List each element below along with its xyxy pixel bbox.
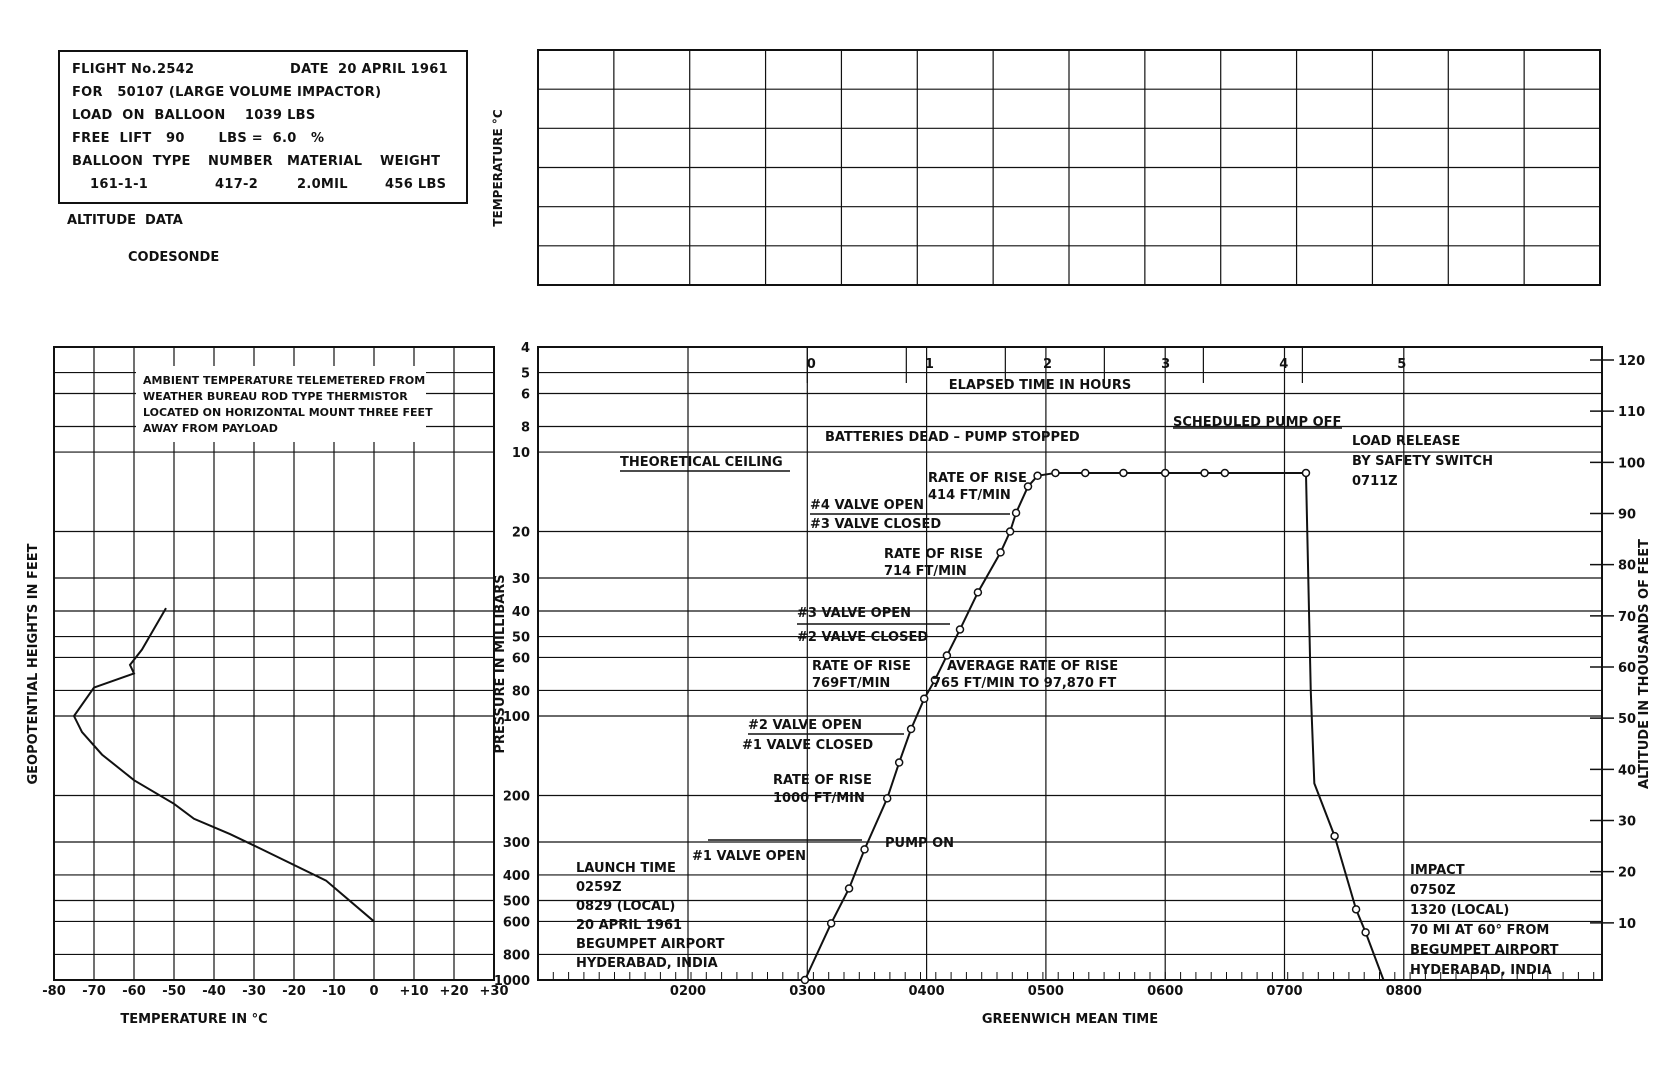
launch-info-line: 20 APRIL 1961 <box>576 918 683 933</box>
temperature-x-tick: +10 <box>399 984 429 999</box>
pump-on-label: PUMP ON <box>885 836 955 851</box>
valve2-closed-label: #2 VALVE CLOSED <box>797 630 929 645</box>
load-release-label: LOAD RELEASE <box>1352 434 1461 449</box>
altitude-tick-label: 40 <box>1618 763 1637 779</box>
flight-point <box>1221 469 1228 476</box>
elapsed-tick-label: 5 <box>1397 357 1407 372</box>
temperature-note: AMBIENT TEMPERATURE TELEMETERED FROM WEATHER BUREAU ROD TYPE THERMISTOR LOCATED ON HORIZONTAL MOUNT THREE FEET AWAY FROM PAYLOAD <box>143 374 433 435</box>
pressure-tick: 6 <box>520 387 530 403</box>
flight-point <box>801 977 808 984</box>
balloon-type-header: BALLOON TYPE <box>72 154 191 169</box>
date-label: DATE <box>290 62 329 77</box>
launch-info-line: BEGUMPET AIRPORT <box>576 937 725 952</box>
flight-point <box>1120 469 1127 476</box>
valve1-closed-label: #1 VALVE CLOSED <box>742 738 874 753</box>
pressure-tick: 60 <box>511 651 530 667</box>
flight-point <box>896 759 903 766</box>
valve3-closed-label: #3 VALVE CLOSED <box>810 517 942 532</box>
altitude-tick-label: 10 <box>1618 916 1637 932</box>
pressure-tick: 40 <box>511 604 530 620</box>
flight-point <box>908 726 915 733</box>
gmt-tick: 0200 <box>669 984 707 999</box>
pressure-tick: 5 <box>520 366 530 382</box>
flight-point <box>943 652 950 659</box>
altitude-tick-label: 80 <box>1618 558 1637 574</box>
balloon-type-value: 161-1-1 <box>90 177 149 192</box>
launch-info-line: 0259Z <box>576 880 622 895</box>
flight-point <box>1162 469 1169 476</box>
pressure-ylabel: PRESSURE IN MILLIBARS <box>493 574 508 754</box>
flight-point <box>1082 469 1089 476</box>
pressure-tick: 500 <box>502 894 530 910</box>
temperature-x-tick: -70 <box>82 984 106 999</box>
flight-date: 20 APRIL 1961 <box>338 62 448 77</box>
valve1-open-label: #1 VALVE OPEN <box>692 849 807 864</box>
gmt-tick: 0600 <box>1147 984 1184 999</box>
gmt-tick: 0700 <box>1266 984 1303 999</box>
flight-point <box>974 589 981 596</box>
pressure-tick: 10 <box>511 446 530 462</box>
temperature-x-tick: -80 <box>42 984 66 999</box>
flight-point <box>957 626 964 633</box>
gmt-tick: 0400 <box>908 984 945 999</box>
impact-info-line: BEGUMPET AIRPORT <box>1410 943 1559 958</box>
flight-point <box>884 795 891 802</box>
rate-769-label-b: 769FT/MIN <box>812 676 891 691</box>
balloon-number-header: NUMBER <box>208 154 273 169</box>
pressure-tick: 200 <box>502 789 530 805</box>
rate-714-label-a: RATE OF RISE <box>884 547 983 562</box>
flight-point <box>1201 469 1208 476</box>
pressure-tick: 80 <box>511 684 530 700</box>
pressure-tick: 800 <box>502 948 530 964</box>
rate-1000-label-b: 1000 FT/MIN <box>773 791 865 806</box>
flight-point <box>1007 528 1014 535</box>
avg-rate-label-a: AVERAGE RATE OF RISE <box>947 659 1119 674</box>
pump-off-label: SCHEDULED PUMP OFF <box>1173 415 1342 430</box>
rate-414-label-a: RATE OF RISE <box>928 471 1027 486</box>
flight-point <box>1052 469 1059 476</box>
flight-number: 2542 <box>157 62 195 77</box>
altitude-tick-label: 50 <box>1618 712 1637 728</box>
rate-1000-label-a: RATE OF RISE <box>773 773 872 788</box>
temperature-x-tick: -10 <box>322 984 346 999</box>
pressure-tick: 4 <box>520 341 530 356</box>
pressure-tick: 400 <box>502 868 530 884</box>
elapsed-tick-label: 3 <box>1161 357 1171 372</box>
pressure-tick: 1000 <box>493 974 530 989</box>
release-time-label: 0711Z <box>1352 474 1398 489</box>
impact-info-line: HYDERABAD, INDIA <box>1410 963 1552 978</box>
flight-point <box>1331 833 1338 840</box>
temperature-x-tick: -60 <box>122 984 146 999</box>
balloon-weight-value: 456 LBS <box>385 177 447 192</box>
elapsed-label: ELAPSED TIME IN HOURS <box>948 378 1132 393</box>
altitude-tick-label: 70 <box>1618 609 1637 625</box>
rate-714-label-b: 714 FT/MIN <box>884 564 967 579</box>
altitude-tick-label: 120 <box>1618 354 1646 369</box>
gmt-label: GREENWICH MEAN TIME <box>981 1012 1159 1027</box>
flight-point <box>1353 906 1360 913</box>
rate-769-label-a: RATE OF RISE <box>812 659 911 674</box>
pressure-tick: 50 <box>511 630 530 646</box>
flight-point <box>1034 472 1041 479</box>
flight-point <box>861 846 868 853</box>
pressure-tick: 30 <box>511 571 530 587</box>
temperature-x-tick: -30 <box>242 984 266 999</box>
balloon-material-header: MATERIAL <box>287 154 363 169</box>
elapsed-tick-label: 2 <box>1042 357 1053 372</box>
temperature-xlabel: TEMPERATURE IN °C <box>120 1012 268 1027</box>
flight-point <box>1362 929 1369 936</box>
elapsed-tick-label: 0 <box>806 357 816 372</box>
elapsed-tick-label: 4 <box>1279 357 1289 372</box>
flight-point <box>921 695 928 702</box>
gmt-tick: 0500 <box>1027 984 1064 999</box>
pressure-tick: 600 <box>502 915 530 931</box>
temperature-grid-ylabel: TEMPERATURE °C <box>491 109 505 227</box>
codesonde-label: CODESONDE <box>128 250 220 265</box>
altitude-tick-label: 100 <box>1618 456 1646 472</box>
temperature-x-tick: 0 <box>369 984 379 999</box>
flight-point <box>1013 509 1020 516</box>
free-lift-line: FREE LIFT 90 LBS = 6.0 % <box>72 131 325 146</box>
altitude-tick-label: 30 <box>1618 814 1637 830</box>
temperature-x-tick: +30 <box>479 984 509 999</box>
temperature-x-tick: +20 <box>439 984 469 999</box>
altitude-data-label: ALTITUDE DATA <box>67 213 183 228</box>
launch-info-line: HYDERABAD, INDIA <box>576 956 718 971</box>
load-line: LOAD ON BALLOON 1039 LBS <box>72 108 316 123</box>
pressure-tick: 100 <box>502 710 530 726</box>
temperature-x-tick: -50 <box>162 984 186 999</box>
impact-info-line: IMPACT <box>1410 863 1465 878</box>
flight-point <box>1302 469 1309 476</box>
altitude-tick-label: 60 <box>1618 661 1637 676</box>
gmt-tick: 0300 <box>789 984 826 999</box>
launch-info-line: 0829 (LOCAL) <box>576 899 676 914</box>
impact-info-line: 0750Z <box>1410 883 1456 898</box>
batteries-dead-label: BATTERIES DEAD – PUMP STOPPED <box>825 430 1080 445</box>
flight-number-label: FLIGHT No. <box>72 62 157 77</box>
flight-point <box>828 920 835 927</box>
flight-point <box>846 885 853 892</box>
flight-point <box>997 549 1004 556</box>
for-line: FOR 50107 (LARGE VOLUME IMPACTOR) <box>72 85 382 100</box>
balloon-number-value: 417-2 <box>215 177 259 192</box>
safety-switch-label: BY SAFETY SWITCH <box>1352 454 1493 469</box>
balloon-weight-header: WEIGHT <box>380 154 441 169</box>
launch-info-line: LAUNCH TIME <box>576 861 676 876</box>
pressure-tick: 300 <box>502 835 530 851</box>
tick-labels <box>26 109 1652 1027</box>
altitude-tick-label: 90 <box>1618 507 1637 523</box>
valve4-open-label: #4 VALVE OPEN <box>810 498 925 513</box>
pressure-tick: 20 <box>511 525 530 541</box>
temperature-x-tick: -20 <box>282 984 306 999</box>
series-layer <box>74 469 1384 983</box>
impact-info-line: 1320 (LOCAL) <box>1410 903 1510 918</box>
valve2-open-label: #2 VALVE OPEN <box>748 718 863 733</box>
valve3-open-label: #3 VALVE OPEN <box>797 606 912 621</box>
rate-414-label-b: 414 FT/MIN <box>928 488 1011 503</box>
altitude-tick-label: 20 <box>1618 865 1637 881</box>
altitude-tick-label: 110 <box>1618 405 1646 421</box>
pressure-tick: 8 <box>520 420 530 436</box>
temperature-x-tick: -40 <box>202 984 226 999</box>
gmt-tick: 0800 <box>1385 984 1422 999</box>
theoretical-ceiling-label: THEORETICAL CEILING <box>620 455 783 470</box>
balloon-material-value: 2.0MIL <box>297 177 348 192</box>
altitude-ylabel: ALTITUDE IN THOUSANDS OF FEET <box>1637 538 1652 790</box>
elapsed-tick-label: 1 <box>924 357 934 372</box>
impact-info-line: 70 MI AT 60° FROM <box>1410 923 1550 938</box>
temperature-ylabel: GEOPOTENTIAL HEIGHTS IN FEET <box>26 543 41 785</box>
avg-rate-label-b: 765 FT/MIN TO 97,870 FT <box>932 676 1117 691</box>
